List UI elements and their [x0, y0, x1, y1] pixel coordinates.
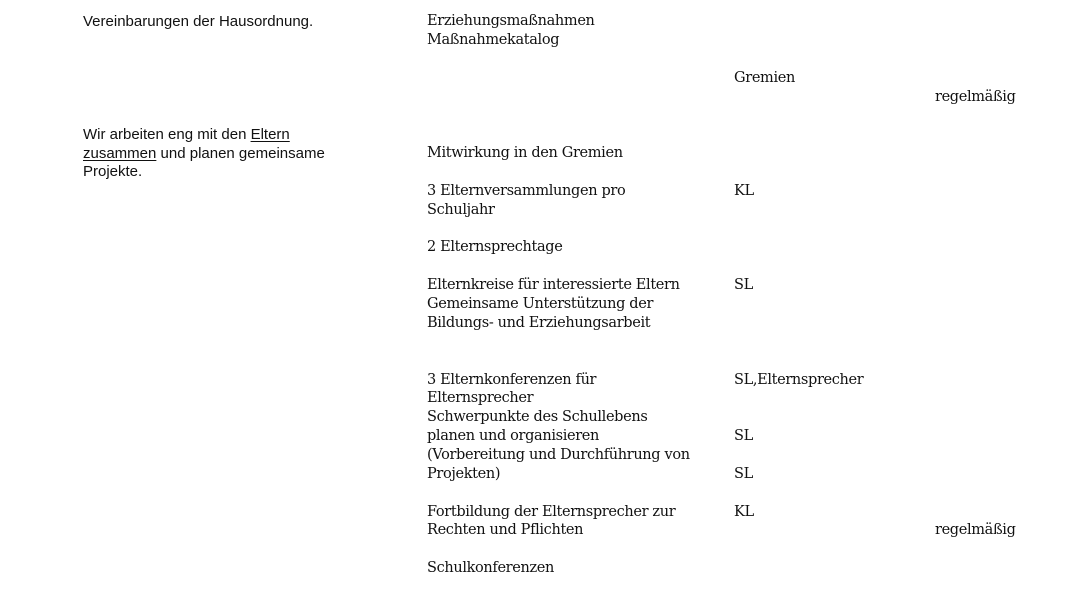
text-fortbildung: Fortbildung der Elternsprecher zur	[427, 504, 676, 520]
link-eltern[interactable]: Eltern	[250, 126, 290, 143]
text-sl-2: SL	[734, 428, 753, 444]
text-sl-1: SL	[734, 277, 753, 293]
text-eltern-pre: Wir arbeiten eng mit den	[83, 126, 251, 143]
text-elternsprechtage: 2 Elternsprechtage	[427, 239, 563, 255]
text-elternversammlungen: 3 Elternversammlungen pro	[427, 183, 626, 199]
text-bildungsarbeit: Bildungs- und Erziehungsarbeit	[427, 315, 651, 331]
text-vorbereitung: (Vorbereitung und Durchführung von	[427, 447, 690, 463]
text-eltern-line2	[83, 144, 325, 163]
text-schulkonferenzen: Schulkonferenzen	[427, 560, 554, 576]
text-kl-1: KL	[734, 183, 754, 199]
text-regelmaessig-2: regelmäßig	[935, 522, 1016, 538]
text-regelmaessig-1: regelmäßig	[935, 89, 1016, 105]
text-kl-2: KL	[734, 504, 754, 520]
text-projekten: Projekten)	[427, 466, 501, 482]
text-hausordnung: Vereinbarungen der Hausordnung.	[83, 13, 314, 30]
text-erziehungsmassnahmen: Erziehungsmaßnahmen	[427, 13, 595, 29]
text-elternsprecher: Elternsprecher	[427, 390, 534, 406]
text-sl-3: SL	[734, 466, 753, 482]
text-elternkreise: Elternkreise für interessierte Eltern	[427, 277, 680, 293]
text-eltern-post: und planen gemeinsame	[156, 145, 325, 162]
text-elternkonferenzen: 3 Elternkonferenzen für	[427, 372, 597, 388]
text-schwerpunkte: Schwerpunkte des Schullebens	[427, 409, 648, 425]
text-mitwirkung: Mitwirkung in den Gremien	[427, 145, 623, 161]
text-planen-organisieren: planen und organisieren	[427, 428, 600, 444]
text-massnahmekatalog: Maßnahmekatalog	[427, 32, 560, 48]
text-eltern-line1	[83, 125, 290, 144]
text-eltern-line3: Projekte.	[83, 163, 143, 180]
text-rechten-pflichten: Rechten und Pflichten	[427, 522, 584, 538]
text-unterstuetzung: Gemeinsame Unterstützung der	[427, 296, 654, 312]
link-zusammen[interactable]: zusammen	[83, 145, 157, 162]
text-schuljahr: Schuljahr	[427, 202, 495, 218]
text-sl-elternsprecher: SL,Elternsprecher	[734, 372, 864, 388]
text-gremien: Gremien	[734, 70, 795, 86]
